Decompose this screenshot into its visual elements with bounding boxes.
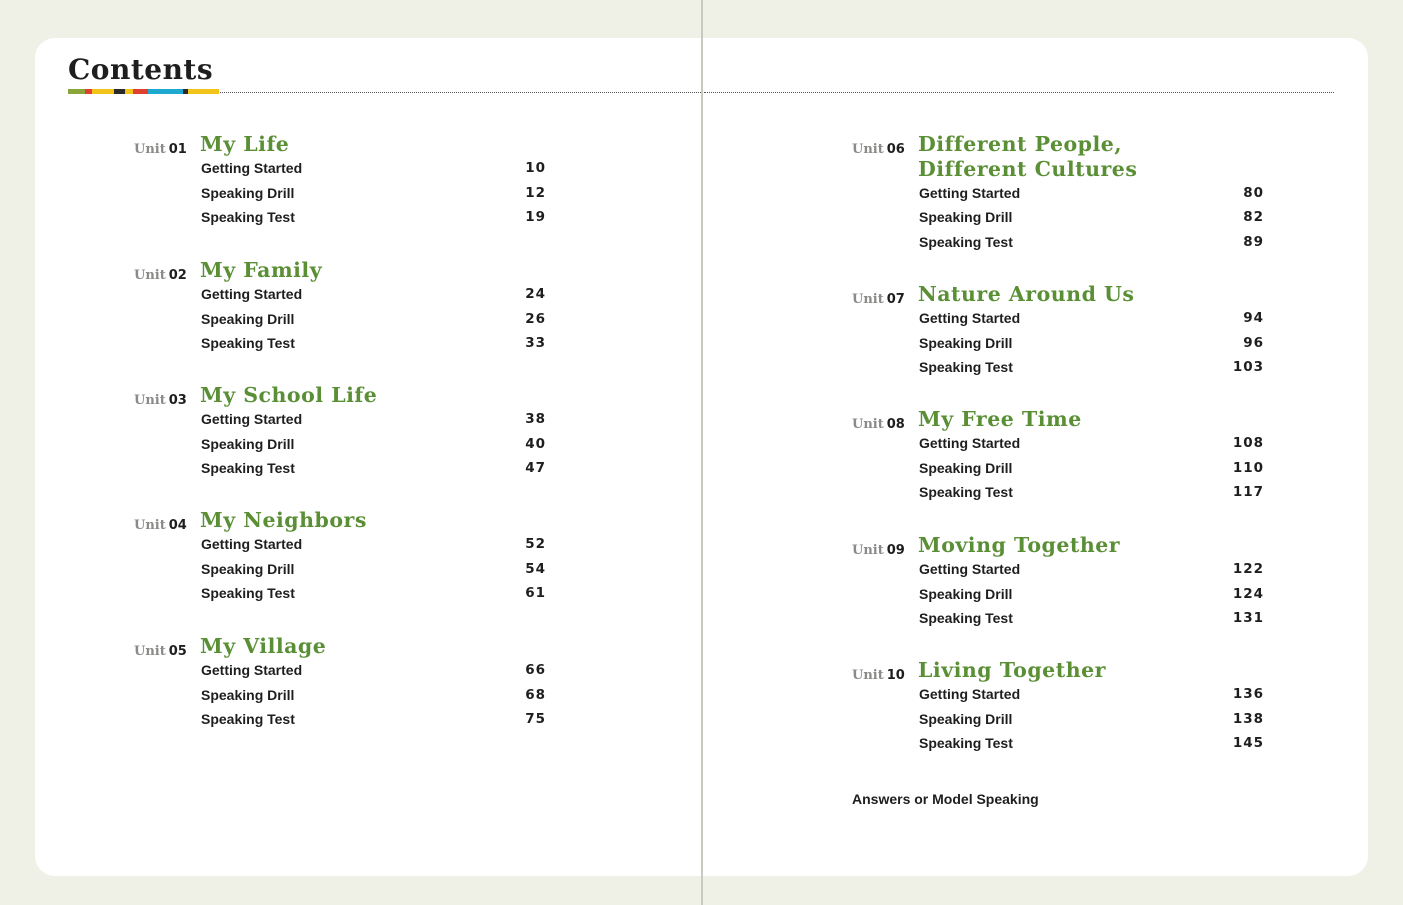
heading-color-bar: [68, 89, 219, 94]
unit-word: Unit: [134, 644, 166, 659]
entry-label: Getting Started: [201, 536, 303, 552]
entry-page-number: 108: [1232, 435, 1264, 451]
unit-label: [134, 518, 200, 533]
color-bar-segment: [188, 89, 219, 94]
unit-title[interactable]: My School Life: [200, 383, 378, 407]
entry-label: Getting Started: [919, 435, 1021, 451]
toc-entry[interactable]: [919, 433, 1264, 453]
entry-page-number: 26: [525, 310, 546, 327]
toc-entry[interactable]: [919, 458, 1264, 478]
answers-entry[interactable]: Answers or Model Speaking: [852, 791, 1039, 807]
entry-label: Getting Started: [919, 561, 1021, 577]
toc-entry[interactable]: [201, 158, 546, 178]
entry-label: Speaking Test: [201, 711, 295, 728]
unit-number: 02: [168, 268, 187, 283]
entry-page-number: 110: [1232, 459, 1264, 476]
toc-entry[interactable]: [919, 308, 1264, 328]
unit-label: [852, 142, 918, 157]
entry-page-number: 94: [1243, 310, 1264, 326]
toc-entry[interactable]: [919, 584, 1264, 604]
toc-entry[interactable]: [919, 684, 1264, 704]
entry-page-number: 40: [525, 435, 546, 452]
unit-title[interactable]: My Neighbors: [200, 508, 367, 532]
entry-label: Speaking Drill: [201, 560, 295, 577]
unit-number: 08: [886, 417, 905, 432]
unit-label: [134, 644, 200, 659]
entry-page-number: 38: [525, 411, 546, 427]
toc-entry[interactable]: [919, 733, 1264, 753]
unit-word: Unit: [134, 268, 166, 283]
toc-entry[interactable]: [919, 482, 1264, 502]
entry-page-number: 89: [1243, 233, 1264, 250]
entry-page-number: 66: [525, 662, 546, 678]
unit-title[interactable]: Nature Around Us: [918, 282, 1135, 306]
entry-page-number: 103: [1232, 359, 1264, 376]
entry-label: Speaking Test: [201, 335, 295, 352]
entry-label: Speaking Drill: [201, 686, 295, 703]
unit-number: 06: [886, 142, 905, 157]
unit-word: Unit: [852, 417, 884, 432]
entry-label: Speaking Drill: [919, 585, 1013, 602]
unit-word: Unit: [852, 668, 884, 683]
toc-entry[interactable]: [201, 183, 546, 203]
unit-title[interactable]: My Free Time: [918, 407, 1082, 431]
color-bar-segment: [85, 89, 92, 94]
entry-page-number: 10: [525, 160, 546, 176]
toc-entry[interactable]: [919, 559, 1264, 579]
unit-title[interactable]: My Life: [200, 132, 290, 156]
toc-entry[interactable]: [201, 458, 546, 478]
entry-label: Getting Started: [201, 411, 303, 427]
entry-label: Speaking Test: [201, 585, 295, 602]
entry-page-number: 136: [1232, 686, 1264, 702]
unit-title[interactable]: Moving Together: [918, 533, 1121, 557]
toc-entry[interactable]: [201, 534, 546, 554]
entry-page-number: 19: [525, 209, 546, 226]
entry-label: Speaking Drill: [919, 710, 1013, 727]
unit-number: 01: [168, 142, 187, 157]
unit-word: Unit: [852, 543, 884, 558]
toc-entry[interactable]: [201, 559, 546, 579]
entry-label: Speaking Test: [919, 610, 1013, 627]
toc-entry[interactable]: [919, 183, 1264, 203]
entry-label: Speaking Drill: [201, 184, 295, 201]
entry-label: Speaking Test: [919, 359, 1013, 376]
page-title: Contents: [68, 53, 214, 86]
unit-label: [852, 543, 918, 558]
entry-label: Speaking Test: [919, 735, 1013, 752]
toc-entry[interactable]: [201, 409, 546, 429]
color-bar-segment: [92, 89, 114, 94]
unit-number: 05: [168, 644, 187, 659]
entry-page-number: 82: [1243, 209, 1264, 226]
toc-entry[interactable]: [919, 232, 1264, 252]
entry-label: Speaking Drill: [919, 209, 1013, 226]
unit-label: [852, 668, 918, 683]
entry-label: Getting Started: [919, 184, 1021, 201]
entry-page-number: 61: [525, 585, 546, 602]
toc-entry[interactable]: [201, 685, 546, 705]
color-bar-segment: [133, 89, 148, 94]
toc-entry[interactable]: [919, 357, 1264, 377]
entry-page-number: 117: [1232, 484, 1264, 501]
entry-page-number: 124: [1232, 585, 1264, 602]
entry-label: Speaking Drill: [201, 435, 295, 452]
unit-title[interactable]: My Village: [200, 634, 327, 658]
color-bar-segment: [148, 89, 183, 94]
unit-word: Unit: [134, 142, 166, 157]
entry-label: Getting Started: [201, 286, 303, 302]
entry-label: Getting Started: [919, 310, 1021, 326]
unit-word: Unit: [134, 393, 166, 408]
unit-label: [134, 268, 200, 283]
toc-entry[interactable]: [919, 207, 1264, 227]
unit-word: Unit: [134, 518, 166, 533]
unit-label: [852, 292, 918, 307]
entry-label: Speaking Test: [201, 209, 295, 226]
entry-page-number: 122: [1232, 561, 1264, 577]
entry-label: Speaking Drill: [919, 459, 1013, 476]
unit-title[interactable]: My Family: [200, 258, 323, 282]
entry-page-number: 24: [525, 286, 546, 302]
entry-page-number: 131: [1232, 610, 1264, 627]
unit-label: [852, 417, 918, 432]
entry-label: Speaking Test: [201, 460, 295, 477]
toc-entry[interactable]: [201, 309, 546, 329]
entry-page-number: 52: [525, 536, 546, 552]
entry-label: Speaking Drill: [919, 334, 1013, 351]
toc-entry[interactable]: [201, 583, 546, 603]
entry-page-number: 47: [525, 460, 546, 477]
unit-number: 10: [886, 668, 905, 683]
heading-dotted-rule-left: [220, 92, 701, 93]
entry-page-number: 145: [1232, 735, 1264, 752]
entry-page-number: 96: [1243, 334, 1264, 351]
color-bar-segment: [68, 89, 85, 94]
toc-entry[interactable]: [201, 434, 546, 454]
entry-label: Getting Started: [919, 686, 1021, 702]
color-bar-segment: [125, 89, 133, 94]
unit-number: 09: [886, 543, 905, 558]
unit-title[interactable]: Living Together: [918, 658, 1106, 682]
entry-page-number: 33: [525, 335, 546, 352]
entry-label: Speaking Test: [919, 233, 1013, 250]
unit-number: 04: [168, 518, 187, 533]
unit-title[interactable]: Different People,: [918, 132, 1122, 156]
entry-page-number: 68: [525, 686, 546, 703]
toc-entry[interactable]: [201, 333, 546, 353]
heading-dotted-rule-right: [704, 92, 1334, 93]
toc-entry[interactable]: [919, 709, 1264, 729]
unit-number: 03: [168, 393, 187, 408]
entry-page-number: 75: [525, 711, 546, 728]
toc-entry[interactable]: [201, 660, 546, 680]
toc-entry[interactable]: [201, 709, 546, 729]
toc-entry[interactable]: [919, 333, 1264, 353]
entry-label: Getting Started: [201, 662, 303, 678]
toc-entry[interactable]: [201, 284, 546, 304]
color-bar-segment: [114, 89, 125, 94]
unit-label: [134, 393, 200, 408]
unit-label: [134, 142, 200, 157]
toc-entry[interactable]: [919, 608, 1264, 628]
entry-label: Speaking Drill: [201, 310, 295, 327]
entry-page-number: 54: [525, 560, 546, 577]
unit-title[interactable]: Different Cultures: [918, 157, 1138, 181]
unit-number: 07: [886, 292, 905, 307]
unit-word: Unit: [852, 292, 884, 307]
entry-label: Speaking Test: [919, 484, 1013, 501]
entry-page-number: 80: [1243, 184, 1264, 201]
unit-word: Unit: [852, 142, 884, 157]
entry-page-number: 12: [525, 184, 546, 201]
book-spine: [701, 0, 703, 905]
entry-label: Getting Started: [201, 160, 303, 176]
toc-entry[interactable]: [201, 207, 546, 227]
entry-page-number: 138: [1232, 710, 1264, 727]
